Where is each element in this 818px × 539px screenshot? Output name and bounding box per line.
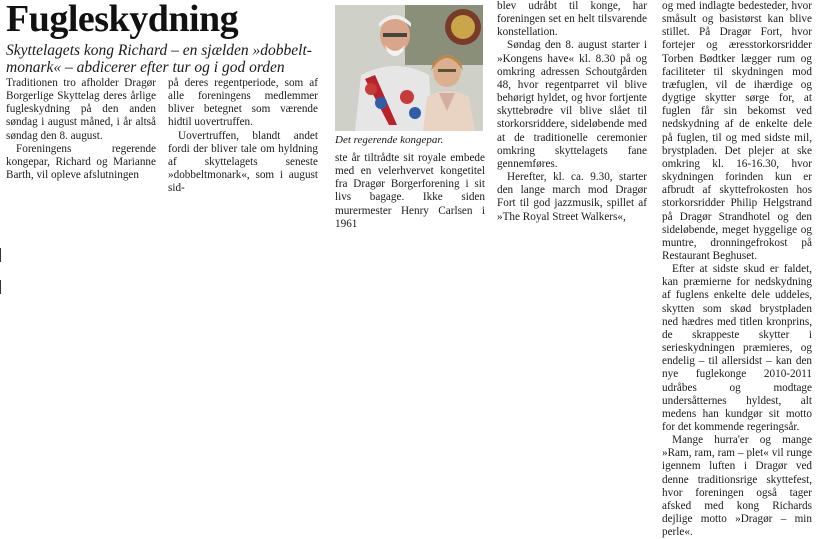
text-column-3 bbox=[335, 152, 485, 231]
paragraph: på deres regentperiode, som af alle foreningens medlemmer bliver betegnet som værende hidtil uovertruffen. bbox=[168, 77, 318, 129]
paragraph: Herefter, kl. ca. 9.30, starter den lange march mod Dragør Fort til god jazzmusik, spillet af »The Royal Street Walkers«, bbox=[497, 171, 647, 223]
paragraph: og med indlagte bedesteder, hvor småsult og basistørst kan blive stillet. På Dragør Fort, hvor fortejer og æresstorkorsridder Torben Bødtker lægger rum og faciliteter til skydningen mod træfuglen, vil de ihærdige og dygtige skytter sørge for, at fuglen får sin bekomst ved nedskydning af de enkelte dele på fuglen, til og med sidste mil, brystpladen. Det plejer at ske omkring kl. 16-16.30, hvor skydningen forinden kun er afbrudt af skyttefrokosten hos storkorsridder Philip Helgstrand på Dragør Strandhotel og den sideløbende, meget hyggelige og muntre, dronningefrokost på Restaurant Beghuset. bbox=[662, 0, 812, 262]
scan-edge-mark bbox=[0, 280, 1, 294]
paragraph: blev udråbt til konge, har foreningen set en helt tilsvarende konstellation. bbox=[497, 0, 647, 39]
text-column-5 bbox=[662, 0, 812, 539]
king-couple-photo bbox=[335, 5, 483, 131]
paragraph: ste år tiltrådte sit royale embede med en velerhvervet kongetitel fra Dragør Borgerforening i sit livs bagage. Ikke siden murermester Henry Carlsen i 1961 bbox=[335, 152, 485, 230]
text-column-4 bbox=[497, 0, 647, 224]
scan-edge-mark bbox=[0, 248, 1, 262]
photo-caption: Det regerende kongepar. bbox=[335, 134, 444, 146]
headline: Fugleskydning bbox=[6, 0, 239, 40]
paragraph: Uovertruffen, blandt andet fordi der bliver tale om hyldning af skyttelagets seneste »dobbeltmonark«, som i august sid- bbox=[168, 129, 318, 195]
photo-illustration bbox=[335, 5, 483, 131]
text-column-1 bbox=[6, 77, 156, 182]
paragraph: Traditionen tro afholder Dragør Borgerlige Skyttelag deres årlige fugleskydning på den anden søndag i august måned, i år altså søndag den 8. august. bbox=[6, 77, 156, 142]
paragraph: Efter at sidste skud er faldet, kan præmierne for nedskydning af fuglens enkelte dele uddeles, skytten som skød brystpladen ned hædres med titlen kronprins, de skrappeste skytter i serieskydningen præmieres, og endelig – til allersidst – kan den nye fuglekonge 2010-2011 udråbes og modtage undersåtternes hyldest, alt medens han kundgør sit motto for det kommende regeringsår. bbox=[662, 263, 812, 433]
subheadline: Skyttelagets kong Richard – en sjælden »dobbelt-monark« – abdicerer efter tur og i god orden bbox=[6, 42, 312, 76]
paragraph: Søndag den 8. august starter i »Kongens have« kl. 8.30 på og omkring adressen Schoutgården 48, hvor regentparret vil blive behørigt hyldet, og hvor fortjente skyttebrødre vil blive slået til storkorsriddere, sideløbende med at de traditionelle ceremonier omkring skyttelagets fane gennemføres. bbox=[497, 39, 647, 170]
paragraph: Mange hurra'er og mange »Ram, ram, ram – plet« vil runge igennem luften i Dragør ved denne traditionsrige skyttefest, hvor foreningen også tager afsked med kong Richards dejlige motto »Dragør – min perle«. bbox=[662, 434, 812, 539]
text-column-2 bbox=[168, 77, 318, 195]
paragraph: Foreningens regerende kongepar, Richard og Marianne Barth, vil opleve afslutningen bbox=[6, 142, 156, 182]
